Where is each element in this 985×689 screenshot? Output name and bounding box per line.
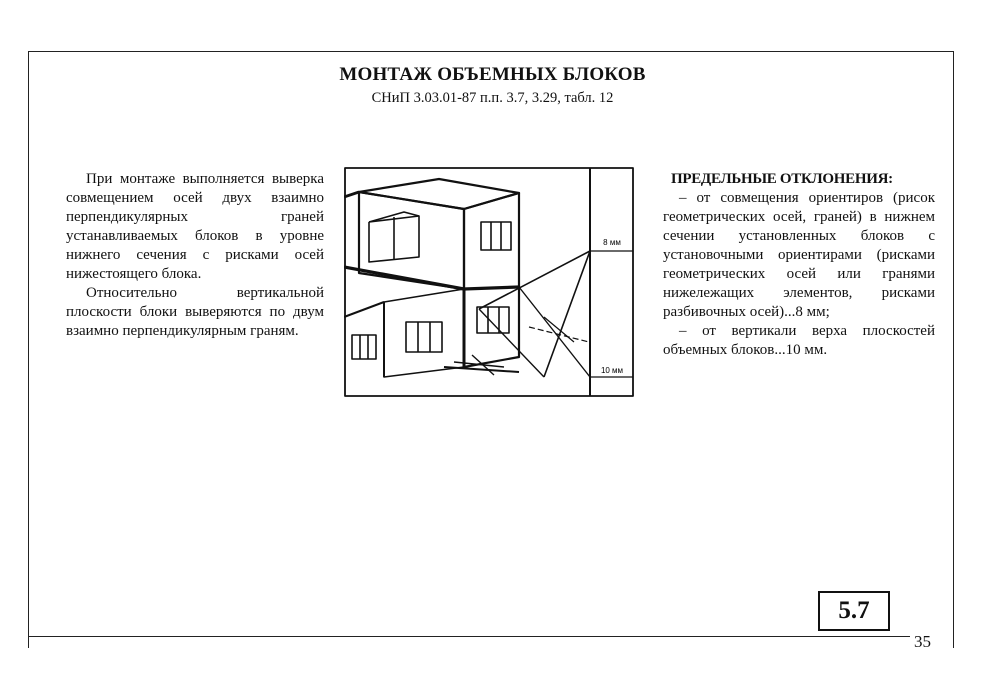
section-badge: 5.7 — [818, 591, 890, 631]
label-10mm: 10 мм — [600, 366, 624, 375]
left-column-text — [66, 170, 324, 341]
label-8mm: 8 мм — [603, 238, 621, 247]
page-title: МОНТАЖ ОБЪЕМНЫХ БЛОКОВ — [339, 64, 646, 85]
bottom-rule — [28, 636, 910, 637]
deviation-item: – от вертикали верха плоскостей объемных блоков...10 мм. — [663, 323, 935, 358]
page-number: 35 — [914, 632, 931, 651]
paragraph: При монтаже выполняется выверка совмещением осей двух взаимно перпендикулярных граней устанавливаемых блоков в уровне нижнего сечения с рисками осей нижестоящего блока. — [66, 171, 324, 282]
page-subtitle: СНиП 3.03.01-87 п.п. 3.7, 3.29, табл. 12 — [371, 90, 614, 106]
deviations-heading: ПРЕДЕЛЬНЫЕ ОТКЛОНЕНИЯ: — [671, 171, 893, 187]
deviation-item: – от совмещения ориентиров (рисок геометрических осей, граней) в нижнем сечении установленных блоков с установочными ориентирами (рисками геометрических осей или гранями нижележащих элементов, рисками разбивочных осей)...8 мм; — [663, 190, 935, 320]
right-column-text — [663, 170, 935, 360]
paragraph: Относительно вертикальной плоскости блоки выверяются по двум взаимно перпендикулярным граням. — [66, 285, 324, 339]
block-assembly-illustration — [344, 167, 634, 397]
block-assembly-drawing — [344, 167, 634, 397]
